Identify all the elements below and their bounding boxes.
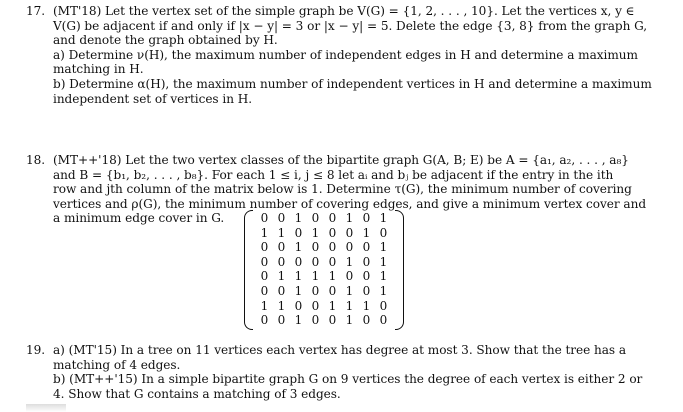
matrix-cell: 0	[311, 211, 320, 225]
matrix-cell: 1	[294, 284, 303, 298]
matrix-cell: 0	[362, 313, 371, 328]
matrix-row	[256, 299, 392, 313]
matrix-cell: 1	[379, 211, 388, 225]
matrix-cell: 0	[379, 225, 388, 240]
matrix-cell: 0	[311, 284, 320, 298]
matrix-cell: 0	[277, 240, 286, 255]
matrix-row	[256, 240, 392, 254]
matrix-cell: 1	[311, 225, 320, 240]
problem-line: 17. (MT'18) Let the vertex set of the simple graph be V(G) = {1, 2, . . . , 10}. Let the vertices x, y ∈	[26, 4, 635, 18]
matrix-right-bracket	[395, 210, 404, 330]
matrix-cell: 1	[294, 240, 303, 255]
matrix-cell: 1	[328, 269, 337, 284]
matrix-cell: 0	[277, 313, 286, 328]
matrix-cell: 1	[362, 225, 371, 240]
matrix-cell: 1	[345, 284, 354, 298]
matrix-cell: 0	[379, 313, 388, 328]
problem-number: 19.	[26, 343, 46, 357]
matrix-cell: 1	[277, 269, 286, 284]
problem-line: 19. a) (MT'15) In a tree on 11 vertices each vertex has degree at most 3. Show that the tree has a	[26, 343, 627, 357]
problem-17	[26, 4, 654, 106]
matrix-cell: 1	[379, 269, 388, 284]
matrix-cell: 1	[379, 254, 388, 269]
matrix-cell: 1	[345, 313, 354, 328]
matrix-cell: 1	[294, 313, 303, 328]
matrix-cell: 0	[277, 211, 286, 225]
matrix-cell: 0	[362, 211, 371, 225]
problem-line: row and jth column of the matrix below is 1. Determine τ(G), the minimum number of covering	[53, 182, 632, 197]
matrix-cell: 0	[260, 269, 269, 284]
matrix-cell: 0	[362, 240, 371, 255]
matrix-cell: 0	[277, 284, 286, 298]
matrix-cell: 0	[260, 254, 269, 269]
matrix-row	[256, 255, 392, 269]
matrix-cell: 0	[260, 211, 269, 225]
problem-line: a minimum edge cover in G.	[53, 211, 225, 226]
problem-line: and B = {b₁, b₂, . . . , b₈}. For each 1 ≤ i, j ≤ 8 let aᵢ and bⱼ be adjacent if the entry in the ith	[53, 167, 614, 182]
matrix-cell: 1	[345, 211, 354, 225]
matrix-cell: 0	[311, 313, 320, 328]
problem-line: b) Determine α(H), the maximum number of independent vertices in H and determine a maximum	[53, 76, 652, 91]
cut-off-next-line	[26, 404, 66, 412]
matrix-cell: 0	[328, 225, 337, 240]
matrix-cell: 0	[362, 269, 371, 284]
matrix-cell: 0	[345, 240, 354, 255]
problem-number: 17.	[26, 4, 46, 18]
matrix-cell: 0	[311, 298, 320, 313]
problem-line: matching in H.	[53, 62, 144, 77]
matrix-cell: 1	[345, 298, 354, 313]
matrix-cell: 0	[260, 240, 269, 255]
problem-line: 4. Show that G contains a matching of 3 edges.	[53, 386, 341, 401]
problem-line: 18. (MT++'18) Let the two vertex classes of the bipartite graph G(A, B; E) be A = {a₁, a₂, . . . , a₈}	[26, 153, 629, 167]
matrix-row	[256, 226, 392, 240]
matrix-cell: 1	[362, 298, 371, 313]
matrix-cell: 0	[277, 254, 286, 269]
problem-line: a) Determine ν(H), the maximum number of independent edges in H and determine a maximum	[53, 47, 638, 62]
problem-line: vertices and ρ(G), the minimum number of covering edges, and give a minimum vertex cover and	[53, 196, 647, 211]
matrix-cell: 1	[328, 298, 337, 313]
matrix-cell: 0	[328, 254, 337, 269]
matrix-cell: 0	[328, 313, 337, 328]
matrix-cell: 0	[294, 298, 303, 313]
matrix-cell: 0	[294, 225, 303, 240]
problem-number: 18.	[26, 153, 46, 167]
matrix-cell: 0	[311, 254, 320, 269]
matrix-cell: 1	[260, 298, 269, 313]
problem-line: matching of 4 edges.	[53, 357, 181, 372]
matrix-row	[256, 313, 392, 327]
matrix-row	[256, 269, 392, 283]
matrix-cell: 1	[345, 254, 354, 269]
problem-line: b) (MT++'15) In a simple bipartite graph G on 9 vertices the degree of each vertex is either 2 or	[53, 372, 643, 387]
matrix-cell: 0	[294, 254, 303, 269]
matrix-cell: 0	[260, 313, 269, 328]
matrix-cell: 0	[379, 298, 388, 313]
matrix-cell: 1	[379, 240, 388, 255]
matrix-cell: 1	[277, 298, 286, 313]
matrix-cell: 0	[362, 254, 371, 269]
matrix-cell: 1	[277, 225, 286, 240]
matrix-cell: 1	[260, 225, 269, 240]
matrix-cell: 1	[294, 269, 303, 284]
matrix-cell: 1	[311, 269, 320, 284]
problem-19	[26, 343, 654, 401]
matrix-left-bracket	[244, 210, 253, 330]
matrix-cell: 1	[379, 284, 388, 298]
problem-line: independent set of vertices in H.	[53, 91, 253, 106]
matrix-cell: 0	[328, 211, 337, 225]
matrix-cell: 0	[260, 284, 269, 298]
matrix-row	[256, 284, 392, 298]
matrix-cell: 1	[294, 211, 303, 225]
matrix-cell: 0	[345, 269, 354, 284]
matrix-cell: 0	[328, 240, 337, 255]
problem-line: V(G) be adjacent if and only if |x − y| = 3 or |x − y| = 5. Delete the edge {3, 8} from the graph G,	[53, 18, 648, 33]
matrix-cell: 0	[328, 284, 337, 298]
matrix-row	[256, 211, 392, 225]
matrix-cell: 0	[362, 284, 371, 298]
problem-line: and denote the graph obtained by H.	[53, 33, 278, 48]
adjacency-matrix	[244, 209, 404, 329]
matrix-cell: 0	[311, 240, 320, 255]
matrix-cell: 0	[345, 225, 354, 240]
